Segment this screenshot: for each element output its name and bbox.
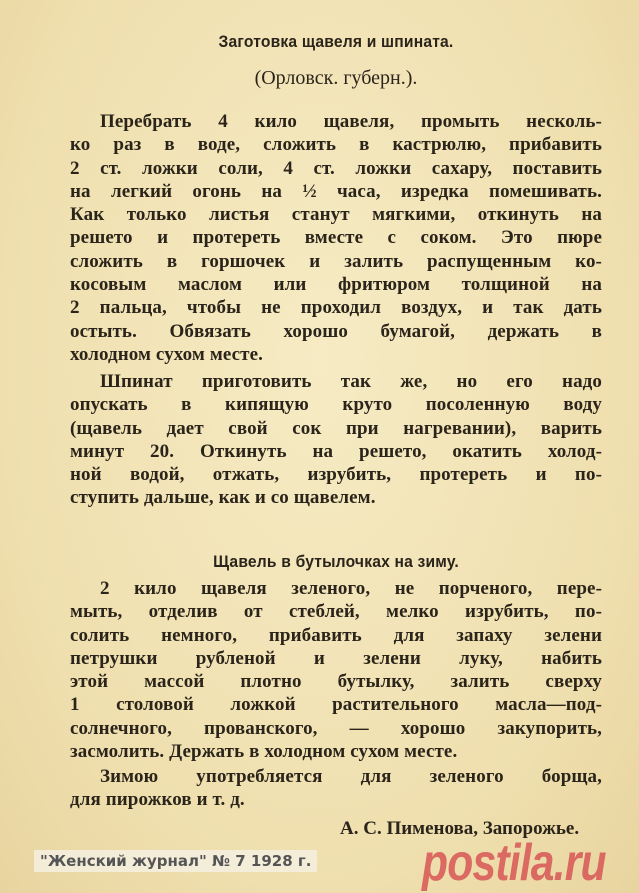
- text-line: Как только листья станут мягкими, откинуть на: [70, 204, 602, 226]
- text-line: холодном сухом месте.: [70, 343, 263, 365]
- text-line: солить немного, прибавить для запаху зелени: [70, 624, 602, 646]
- text-line: 1 столовой ложкой растительного масла—под-: [70, 694, 602, 716]
- text-line: Шпинат приготовить так же, но его надо: [100, 371, 602, 392]
- text-line: остыть. Обвязать хорошо бумагой, держать в: [70, 320, 602, 342]
- recipe-1-paragraph-1: [70, 110, 602, 366]
- text-line: решето и протереть вместе с соком. Это пюре: [70, 227, 602, 249]
- watermark-logo: postila.ru: [422, 834, 606, 892]
- recipe-2-paragraph-1: [70, 577, 602, 763]
- text-line: 2 пальца, чтобы не проходил воздух, и так дать: [70, 297, 602, 319]
- text-line: мыть, отделив от стеблей, мелко изрубить, по-: [70, 601, 602, 623]
- text-line: (щавель дает свой сок при нагревании), варить: [70, 417, 602, 439]
- recipe-2-title: Щавель в бутылочках на зиму.: [213, 552, 459, 571]
- recipe-1-subtitle: (Орловск. губерн.).: [254, 67, 418, 89]
- text-line: ко раз в воде, сложить в кастрюлю, прибавить: [70, 134, 602, 156]
- text-line: 2 кило щавеля зеленого, не порченого, пере-: [100, 578, 602, 599]
- text-line: петрушки рубленой и зелени луку, набить: [70, 647, 602, 669]
- recipe-1-title: Заготовка щавеля и шпината.: [218, 32, 454, 51]
- source-caption: "Женский журнал" № 7 1928 г.: [34, 850, 317, 872]
- text-line: для пирожков и т. д.: [70, 789, 245, 811]
- recipe-1-paragraph-2: [70, 370, 602, 510]
- text-line: на легкий огонь на ½ часа, изредка помешивать.: [70, 180, 602, 202]
- text-line: 2 ст. ложки соли, 4 ст. ложки сахару, поставить: [70, 157, 602, 179]
- text-line: Перебрать 4 кило щавеля, промыть несколь-: [100, 111, 602, 132]
- text-line: этой массой плотно бутылку, залить сверху: [70, 671, 602, 693]
- recipe-2-paragraph-2: [70, 765, 602, 812]
- text-line: ступить дальше, как и со щавелем.: [70, 487, 376, 509]
- text-line: минут 20. Откинуть на решето, окатить холод-: [70, 440, 602, 462]
- text-line: Зимою употребляется для зеленого борща,: [100, 766, 602, 787]
- text-line: сложить в горшочек и залить распущенным ко-: [70, 250, 602, 272]
- author-signature: А. С. Пименова, Запорожье.: [340, 818, 580, 839]
- text-line: засмолить. Держать в холодном сухом месте.: [70, 741, 458, 763]
- text-line: опускать в кипящую круто посоленную воду: [70, 394, 602, 416]
- text-line: ной водой, отжать, изрубить, протереть и по-: [70, 464, 602, 486]
- text-line: косовым маслом или фритюром толщиной на: [70, 274, 602, 296]
- text-line: солнечного, прованского, — хорошо закупорить,: [70, 717, 602, 739]
